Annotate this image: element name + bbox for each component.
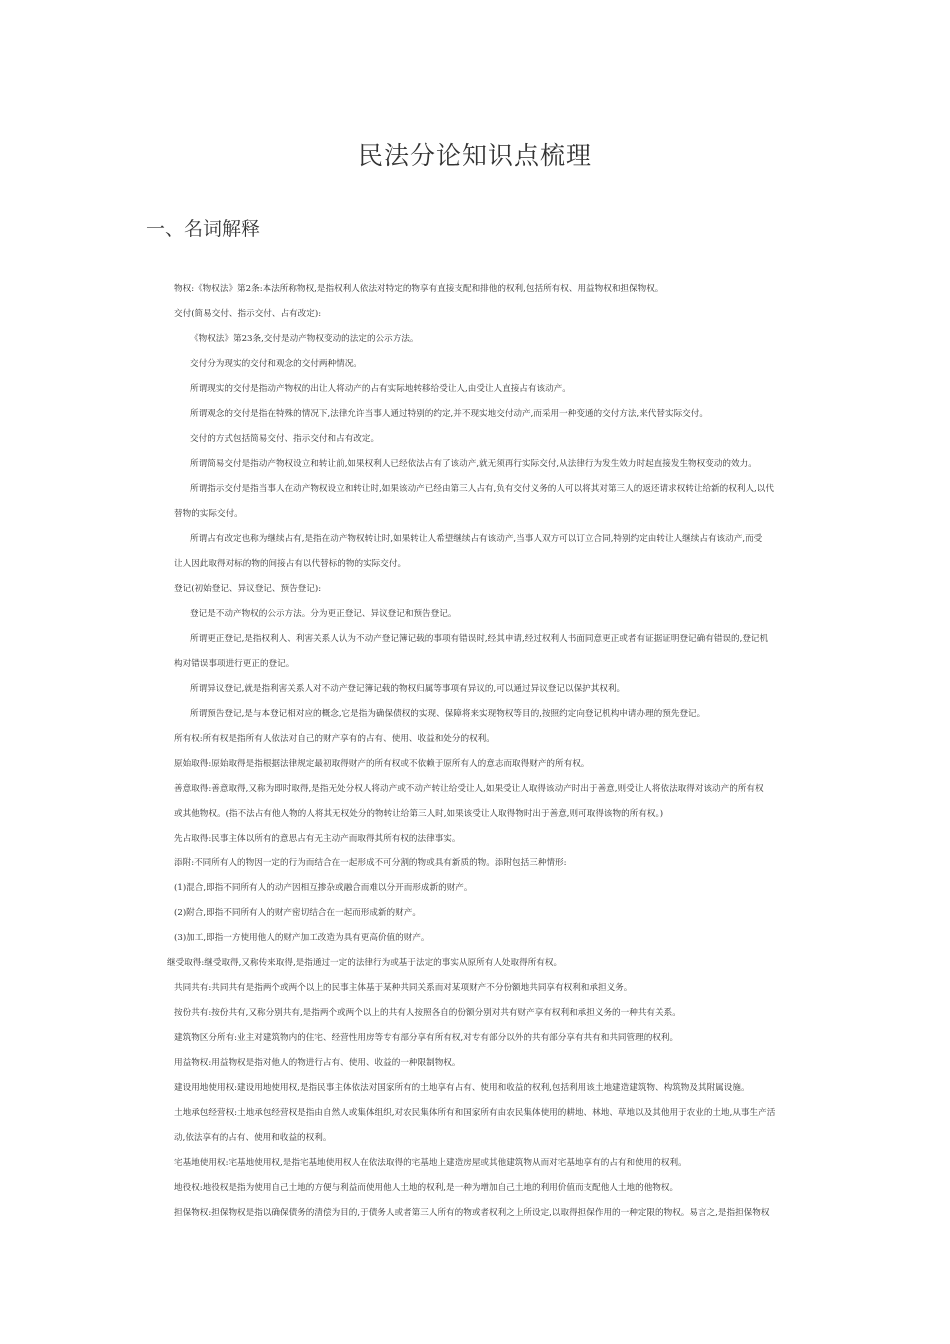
paragraph-line: 共同共有:共同共有是指两个或两个以上的民事主体基于某种共同关系而对某项财产不分份额地共同享有权利和承担义务。 [174,983,633,993]
paragraph-line: 构对错误事项进行更正的登记。 [174,659,295,669]
paragraph-line: 担保物权:担保物权是指以确保债务的清偿为目的,于债务人或者第三人所有的物或者权利之上所设定,以取得担保作用的一种定限的物权。易言之,是指担保物权 [174,1208,770,1218]
paragraph-line: (2)附合,即指不同所有人的财产密切结合在一起而形成新的财产。 [174,908,421,918]
paragraph-line: 用益物权:用益物权是指对他人的物进行占有、使用、收益的一种限制物权。 [174,1058,461,1068]
paragraph-line: 建设用地使用权:建设用地使用权,是指民事主体依法对国家所有的土地享有占有、使用和收益的权利,包括利用该土地建造建筑物、构筑物及其附属设施。 [174,1083,750,1093]
paragraph-line: 所谓异议登记,就是指利害关系人对不动产登记簿记载的物权归属等事项有异议的,可以通过异议登记以保护其权利。 [190,684,626,694]
paragraph-line: 宅基地使用权:宅基地使用权,是指宅基地使用权人在依法取得的宅基地上建造房屋或其他建筑物从而对宅基地享有的占有和使用的权利。 [174,1158,687,1168]
paragraph-line: 登记是不动产物权的公示方法。分为更正登记、异议登记和预告登记。 [190,609,457,619]
paragraph-line: 继受取得:继受取得,又称传来取得,是指通过一定的法律行为或基于法定的事实从原所有人处取得所有权。 [167,958,563,968]
paragraph-line: 交付分为现实的交付和观念的交付两种情况。 [190,359,362,369]
paragraph-line: 所谓观念的交付是指在特殊的情况下,法律允许当事人通过特别的约定,并不现实地交付动产,而采用一种变通的交付方法,来代替实际交付。 [190,409,708,419]
paragraph-line: 添附:不同所有人的物因一定的行为而结合在一起形成不可分割的物或具有新质的物。添附包括三种情形: [174,858,567,868]
paragraph-line: 或其他物权。(指不法占有他人物的人将其无权处分的物转让给第三人时,如果该受让人取得物时出于善意,则可取得该物的所有权。) [174,809,664,819]
paragraph-line: 原始取得:原始取得是指根据法律规定最初取得财产的所有权或不依赖于原所有人的意志而取得财产的所有权。 [174,759,590,769]
paragraph-line: 《物权法》第23条,交付是动产物权变动的法定的公示方法。 [190,334,419,344]
paragraph-line: 地役权:地役权是指为使用自己土地的方便与利益而使用他人土地的权利,是一种为增加自己土地的利用价值而支配他人土地的他物权。 [174,1183,679,1193]
paragraph-line: (3)加工,即指一方使用他人的财产加工改造为具有更高价值的财产。 [174,933,430,943]
paragraph-line: 按份共有:按份共有,又称分别共有,是指两个或两个以上的共有人按照各自的份额分别对共有财产享有权利和承担义务的一种共有关系。 [174,1008,681,1018]
paragraph-line: 交付(简易交付、指示交付、占有改定): [174,309,322,319]
paragraph-line: 登记(初始登记、异议登记、预告登记): [174,584,322,594]
document-title: 民法分论知识点梳理 [357,141,592,170]
paragraph-line: 所有权:所有权是指所有人依法对自己的财产享有的占有、使用、收益和处分的权利。 [174,734,495,744]
paragraph-line: 先占取得:民事主体以所有的意思占有无主动产而取得其所有权的法律事实。 [174,834,461,844]
paragraph-line: 物权:《物权法》第2条:本法所称物权,是指权利人依法对特定的物享有直接支配和排他的权利,包括所有权、用益物权和担保物权。 [174,284,664,294]
paragraph-line: 让人因此取得对标的物的间接占有以代替标的物的实际交付。 [174,559,407,569]
paragraph-line: 所谓更正登记,是指权利人、利害关系人认为不动产登记簿记载的事项有错误时,经其申请,经过权利人书面同意更正或者有证据证明登记确有错误的,登记机 [190,634,769,644]
paragraph-line: 善意取得:善意取得,又称为即时取得,是指无处分权人将动产或不动产转让给受让人,如果受让人取得该动产时出于善意,则受让人将依法取得对该动产的所有权 [174,784,764,794]
paragraph-line: 动,依法享有的占有、使用和收益的权利。 [174,1133,332,1143]
paragraph-line: (1)混合,即指不同所有人的动产因相互掺杂或融合而难以分开而形成新的财产。 [174,883,473,893]
paragraph-line: 替物的实际交付。 [174,509,243,519]
paragraph-line: 土地承包经营权:土地承包经营权是指由自然人或集体组织,对农民集体所有和国家所有由农民集体使用的耕地、林地、草地以及其他用于农业的土地,从事生产活 [174,1108,776,1118]
paragraph-line: 建筑物区分所有:业主对建筑物内的住宅、经营性用房等专有部分享有所有权,对专有部分以外的共有部分享有共有和共同管理的权利。 [174,1033,679,1043]
paragraph-line: 所谓简易交付是指动产物权设立和转让前,如果权利人已经依法占有了该动产,就无须再行实际交付,从法律行为发生效力时起直接发生物权变动的效力。 [190,459,757,469]
paragraph-line: 所谓现实的交付是指动产物权的出让人将动产的占有实际地转移给受让人,由受让人直接占有该动产。 [190,384,571,394]
paragraph-line: 所谓占有改定也称为继续占有,是指在动产物权转让时,如果转让人希望继续占有该动产,当事人双方可以订立合同,特别约定由转让人继续占有该动产,而受 [190,534,763,544]
paragraph-line: 交付的方式包括简易交付、指示交付和占有改定。 [190,434,380,444]
section-heading: 一、名词解释 [146,218,261,240]
paragraph-line: 所谓预告登记,是与本登记相对应的概念,它是指为确保债权的实现、保障将来实现物权等目的,按照约定向登记机构申请办理的预先登记。 [190,709,706,719]
paragraph-line: 所谓指示交付是指当事人在动产物权设立和转让时,如果该动产已经由第三人占有,负有交付义务的人可以将其对第三人的返还请求权转让给新的权利人,以代 [190,484,774,494]
